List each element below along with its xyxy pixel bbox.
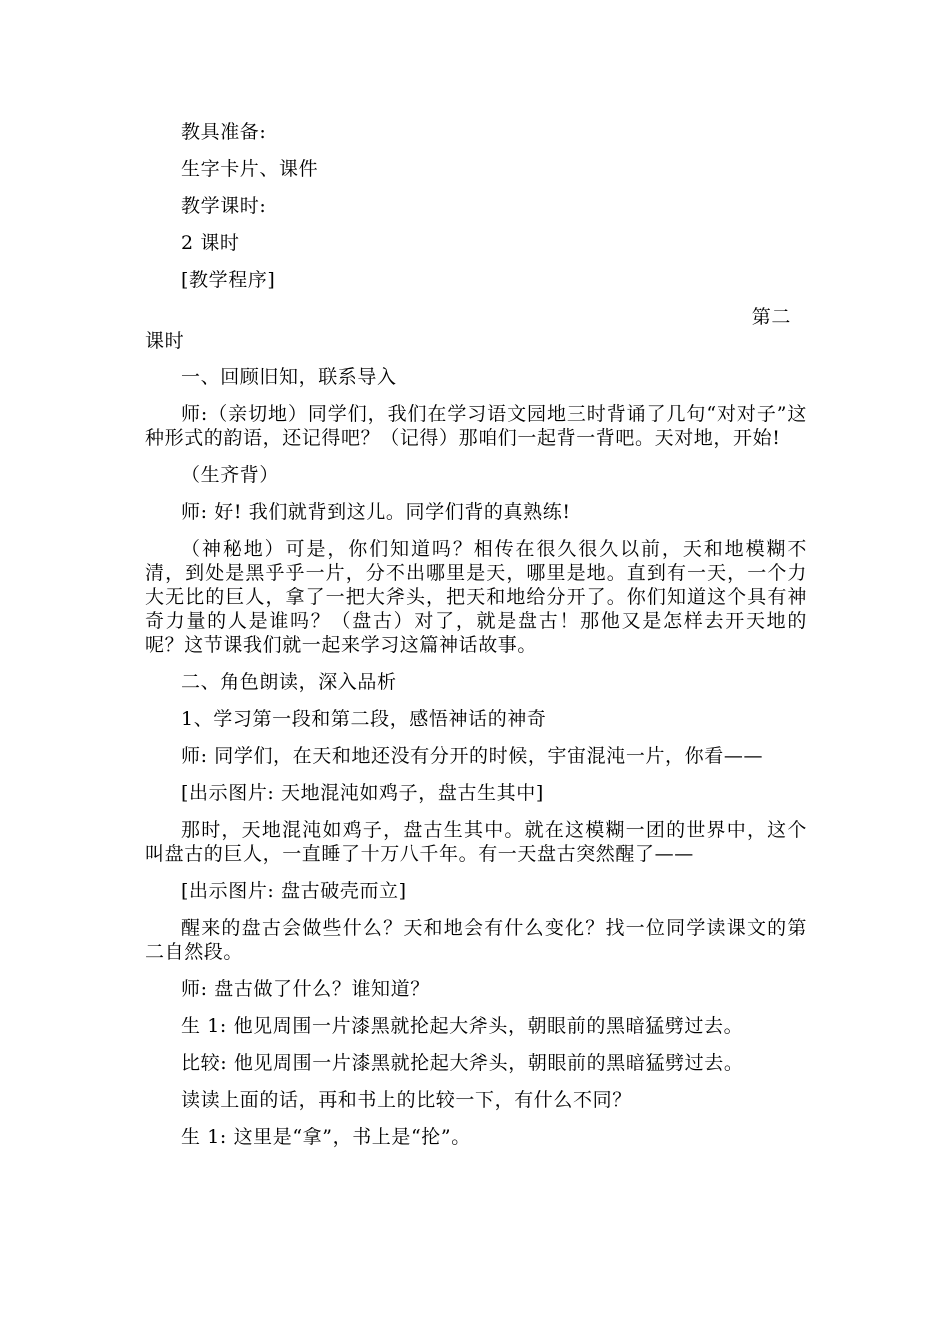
subheading-paragraphs-one-two: 1、学习第一段和第二段，感悟神话的神奇 <box>181 708 547 730</box>
paragraph-teacher-chaos: 师: 同学们，在天和地还没有分开的时候，宇宙混沌一片，你看—— <box>181 745 764 767</box>
paragraph-show-image-stand: [出示图片: 盘古破壳而立] <box>181 880 407 902</box>
paragraph-pangu-sleeps: 那时，天地混沌如鸡子，盘古生其中。就在这模糊一团的世界中，这个叫盘古的巨人，一直睡了十万八千年。有一天盘古突然醒了—— <box>145 819 807 865</box>
paragraph-student-difference: 生 1: 这里是“拿”，书上是“抡”。 <box>181 1126 471 1148</box>
paragraph-what-next: 醒来的盘古会做些什么？天和地会有什么变化？找一位同学读课文的第二自然段。 <box>145 917 807 963</box>
paragraph-teaching-aids-heading: 教具准备: <box>181 121 267 143</box>
paragraph-teacher-intro: 师:（亲切地）同学们，我们在学习语文园地三时背诵了几句“对对子”这种形式的韵语，还记得吧？（记得）那咱们一起背一背吧。天对地，开始! <box>145 403 807 449</box>
paragraph-compare-prompt: 读读上面的话，再和书上的比较一下，有什么不同？ <box>181 1089 632 1111</box>
paragraph-comparison: 比较: 他见周围一片漆黑就抡起大斧头，朝眼前的黑暗猛劈过去。 <box>181 1052 744 1074</box>
paragraph-lesson-hours-heading: 教学课时: <box>181 195 267 217</box>
section-heading-role-reading: 二、角色朗读，深入品析 <box>181 671 397 693</box>
lesson-heading-part2: 课时 <box>145 330 185 352</box>
section-heading-review: 一、回顾旧知，联系导入 <box>181 366 397 388</box>
paragraph-procedure-heading: [教学程序] <box>181 269 276 291</box>
paragraph-student-answer: 生 1: 他见周围一片漆黑就抡起大斧头，朝眼前的黑暗猛劈过去。 <box>181 1015 744 1037</box>
paragraph-teaching-aids: 生字卡片、课件 <box>181 158 319 180</box>
document-page <box>145 120 807 1162</box>
paragraph-teacher-praise: 师: 好! 我们就背到这儿。同学们背的真熟练! <box>181 501 571 523</box>
paragraph-show-image-egg: [出示图片: 天地混沌如鸡子，盘古生其中] <box>181 782 544 804</box>
lesson-heading-part1: 第二 <box>751 306 791 328</box>
paragraph-teacher-question: 师: 盘古做了什么？谁知道？ <box>181 978 430 1000</box>
paragraph-lesson-hours: 2 课时 <box>181 232 240 254</box>
paragraph-students-recite: （生齐背） <box>181 464 280 486</box>
paragraph-pangu-story: （神秘地）可是，你们知道吗？相传在很久很久以前，天和地模糊不清，到处是黑乎乎一片，分不出哪里是天，哪里是地。直到有一天，一个力大无比的巨人，拿了一把大斧头，把天和地给分开了。你们知道这个具有神奇力量的人是谁吗？（盘古）对了，就是盘古！那他又是怎样去开天地的呢？这节课我们就一起来学习这篇神话故事。 <box>145 538 807 656</box>
